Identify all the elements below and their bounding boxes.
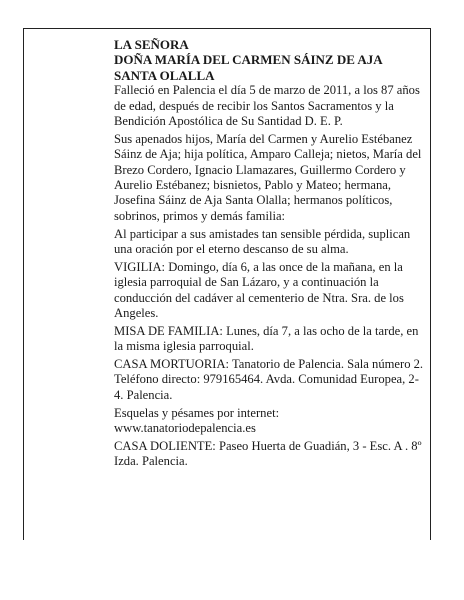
funeral-home-info: CASA MORTUORIA: Tanatorio de Palencia. Sala número 2. Teléfono directo: 979165464. Avda. Comunidad Europea, 2-4. Palencia. bbox=[114, 357, 424, 402]
heading-deceased-surname: SANTA OLALLA bbox=[114, 67, 215, 83]
death-announcement: Falleció en Palencia el día 5 de marzo de 2011, a los 87 años de edad, después de recibir los Santos Sacramentos y la Bendición Apostólica de Su Santidad D. E. P. bbox=[114, 83, 420, 129]
mourning-house-address: CASA DOLIENTE: Paseo Huerta de Guadián, 3 - Esc. A . 8º Izda. Palencia. bbox=[114, 438, 422, 469]
prayer-request: Al participar a sus amistades tan sensible pérdida, suplican una oración por el eterno descanso de su alma. bbox=[114, 226, 411, 257]
vigil-info: VIGILIA: Domingo, día 6, a las once de la mañana, en la iglesia parroquial de San Lázaro, y a continuación la conducción del cadáver al cementerio de Ntra. Sra. de los Angeles. bbox=[114, 259, 404, 321]
online-condolences: Esquelas y pésames por internet: www.tanatoriodepalencia.es bbox=[114, 405, 280, 436]
heading-deceased-name: DOÑA MARÍA DEL CARMEN SÁINZ DE AJA bbox=[114, 52, 383, 68]
obituary-notice bbox=[114, 37, 424, 472]
family-list: Sus apenados hijos, María del Carmen y Aurelio Estébanez Sáinz de Aja; hija política, Amparo Calleja; nietos, María del Brezo Cordero, Ignacio Llamazares, Guillermo Cordero y Aurelio Estébanez; bisnietos, Pablo y Mateo; hermana, Josefina Sáinz de Aja Santa Olalla; hermanos políticos, sobrinos, primos y demás familia: bbox=[114, 131, 422, 223]
heading-line-1: LA SEÑORA bbox=[114, 37, 189, 52]
family-mass-info: MISA DE FAMILIA: Lunes, día 7, a las ocho de la tarde, en la misma iglesia parroquial. bbox=[114, 323, 419, 354]
